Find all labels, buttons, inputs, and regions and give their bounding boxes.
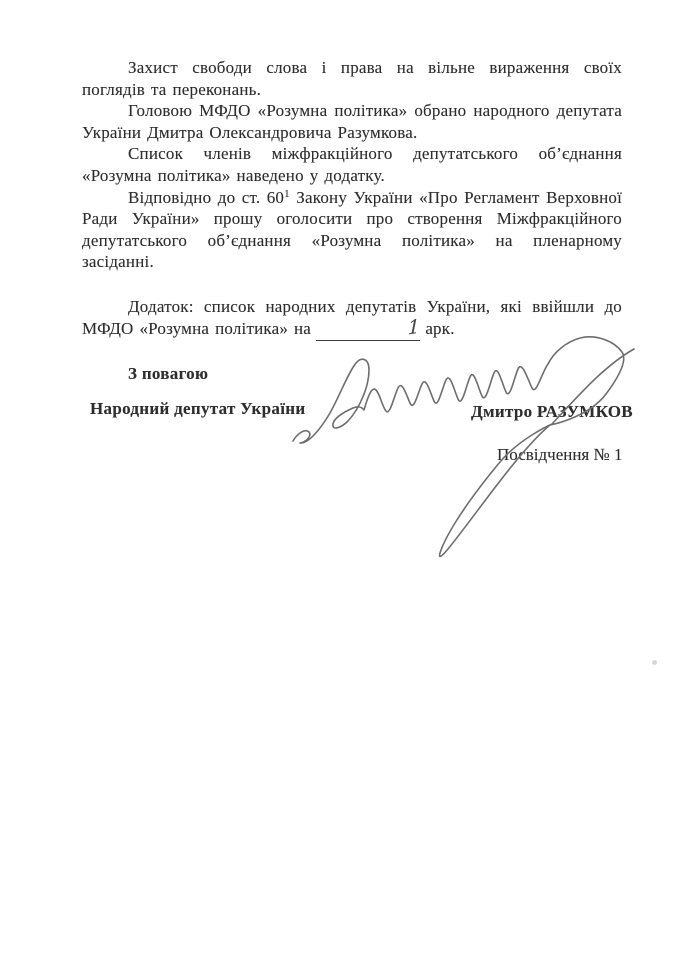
paragraph-chairman: Головою МФДО «Розумна політика» обрано народного депутата України Дмитра Олександровича Разумкова. — [82, 101, 622, 142]
credential-number: Посвідчення № 1 — [497, 445, 623, 464]
paragraph-member-list: Список членів міжфракційного депутатського об’єднання «Розумна політика» наведено у додатку. — [82, 144, 622, 185]
attachment-note — [82, 296, 622, 341]
paragraph-regulation — [82, 187, 622, 273]
paragraph-free-speech: Захист свободи слова і права на вільне вираження своїх поглядів та переконань. — [82, 58, 622, 99]
article-superscript: 1 — [284, 187, 290, 200]
attachment-text-post: арк. — [425, 318, 455, 338]
signer-name: Дмитро РАЗУМКОВ — [471, 402, 633, 421]
closing-salutation: З повагою — [128, 364, 209, 383]
signer-position: Народний депутат України — [90, 399, 306, 418]
scan-artifact-dot — [652, 660, 657, 665]
document-body — [82, 57, 622, 341]
regulation-text-post: Закону України «Про Регламент Верховної Ради України» прошу оголосити про створення Міжфракційного депутатського об’єднання «Розумна політика» на пленарному засіданні. — [82, 187, 622, 272]
attachment-text-pre: Додаток: список народних депутатів України, які ввійшли до МФДО «Розумна політика» на — [82, 296, 622, 338]
handwritten-page-count: 1 — [407, 314, 421, 340]
page-count-blank — [316, 314, 421, 341]
regulation-text-pre: Відповідно до ст. 60 — [128, 187, 285, 207]
